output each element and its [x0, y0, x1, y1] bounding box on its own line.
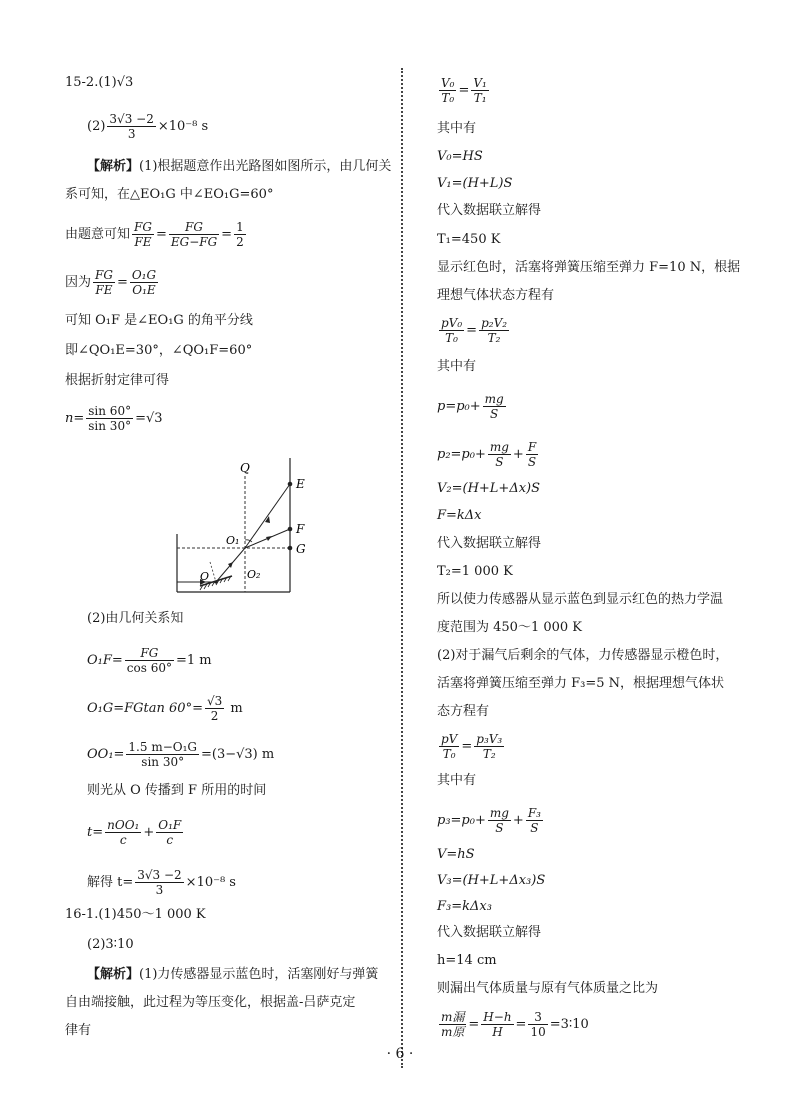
light-path-figure [170, 458, 350, 598]
equation-line: V₀=HS [437, 149, 483, 164]
text-line: 代入数据联立解得 [437, 536, 542, 551]
equation-line: h=14 cm [437, 953, 497, 968]
label-O2: O₂ [247, 568, 261, 581]
ideal-gas-equation: $\frac{\text{pV₀}}{\text{T₀}}$ = $\frac{\text{p₂V₂}}{\text{T₂}}$ [441, 316, 508, 345]
leak-gas-equation: $\frac{pV}{\text{T₀}}$ = $\frac{\text{p₃V₃}}{\text{T₂}}$ [441, 732, 503, 761]
text-line: 活塞将弹簧压缩至弹力 F₃=5 N，根据理想气体状 [437, 676, 725, 691]
equation-line: V₁=(H+L)S [437, 176, 513, 191]
label-F: F [296, 522, 305, 536]
refraction-index-equation: n= $\frac{\sin 60^\circ}{\sin 30^\circ}$ =√3 [65, 404, 163, 433]
equation-line: V₂=(H+L+Δx)S [437, 481, 541, 496]
pressure-equation: p=p₀+ $\frac{mg}{S}$ [437, 392, 504, 421]
label-O1: O₁ [226, 534, 240, 547]
text-line: 所以使力传感器从显示蓝色到显示红色的热力学温 [437, 592, 724, 607]
point-G [288, 546, 293, 551]
pressure2-equation: p₂=p₀+ $\frac{mg}{S}$ + $\frac{F}{S}$ [437, 440, 537, 469]
geometry-relation-line: (2)由几何关系知 [87, 611, 184, 626]
text-line: 度范围为 450～1 000 K [437, 620, 583, 635]
time-equation: t= $\frac{\text{nOO₁}}{c}$ + $\frac{\text{O₁F}}{c}$ [87, 818, 182, 847]
q16-analysis-line-3: 律有 [65, 1023, 92, 1038]
q16-analysis-line-2: 自由端接触，此过程为等压变化，根据盖-吕萨克定 [65, 995, 356, 1010]
text-line: 其中有 [437, 121, 477, 136]
text-line: (2)对于漏气后剩余的气体，力传感器显示橙色时， [437, 648, 729, 663]
point-E [288, 482, 293, 487]
page-number: · 6 · [386, 1046, 414, 1062]
text-line: 代入数据联立解得 [437, 203, 542, 218]
analysis-label: 【解析】 [87, 159, 140, 174]
equation-line: F=kΔx [437, 508, 482, 523]
o1g-equation: O₁G=FGtan 60°= $\frac{√3}{2}$ m [87, 694, 243, 723]
bisector-line: 可知 O₁F 是∠EO₁G 的角平分线 [65, 313, 253, 328]
column-divider [401, 68, 403, 1068]
q16-analysis-line-1: 【解析】(1)力传感器显示蓝色时，活塞刚好与弹簧 [87, 967, 379, 982]
refraction-law-line: 根据折射定律可得 [65, 373, 170, 388]
text-line: 代入数据联立解得 [437, 925, 542, 940]
equation-line: V=hS [437, 847, 475, 862]
time-solution: 解得 t= $\frac{3√3 -2}{3}$ ×10⁻⁸ s [87, 868, 236, 897]
equation-line: T₂=1 000 K [437, 564, 513, 579]
ratio-equation: 由题意可知 $\frac{FG}{FE}$ = $\frac{FG}{EG-FG}$ = $\frac{1}{2}$ [65, 220, 244, 249]
text-line: 态方程有 [437, 704, 490, 719]
label-G: G [296, 542, 306, 556]
o1f-equation: O₁F= $\frac{FG}{\cos 60^\circ}$ =1 m [87, 646, 212, 675]
label-O: O [200, 570, 210, 583]
arrow-head [266, 536, 272, 541]
mass-ratio-equation: $\frac{\text{m漏}}{\text{m原}}$ = $\frac{H-h}{H}$ = $\frac{3}{10}$ =3∶10 [441, 1010, 589, 1039]
arrow-head [265, 516, 270, 523]
label-Q: Q [240, 461, 250, 475]
q16-heading: 16-1.(1)450～1 000 K [65, 907, 206, 922]
because-equation: 因为 $\frac{FG}{FE}$ = $\frac{\text{O₁G}}{\text{O₁E}}$ [65, 268, 157, 297]
gay-lussac-equation: $\frac{\text{V₀}}{\text{T₀}}$ = $\frac{\text{V₁}}{\text{T₁}}$ [441, 76, 487, 105]
analysis-line-2: 系可知，在△EO₁G 中∠EO₁G=60° [65, 187, 274, 202]
equation-line: F₃=kΔx₃ [437, 899, 492, 914]
label-E: E [296, 477, 305, 491]
text-line: 则漏出气体质量与原有气体质量之比为 [437, 981, 659, 996]
text-line: 显示红色时，活塞将弹簧压缩至弹力 F=10 N，根据 [437, 260, 741, 275]
oo1-equation: OO₁= $\frac{\text{1.5 m−O₁G}}{\sin 30^\circ}$ =(3−√3) m [87, 740, 275, 769]
point-O [214, 580, 217, 583]
q16-answer-2: (2)3∶10 [87, 937, 134, 952]
point-F [288, 527, 293, 532]
text-line: 其中有 [437, 773, 477, 788]
fraction: $\frac{3√3 -2}{3}$ [109, 112, 154, 141]
equation-line: V₃=(H+L+Δx₃)S [437, 873, 546, 888]
text-line: 理想气体状态方程有 [437, 288, 555, 303]
time-line: 则光从 O 传播到 F 所用的时间 [87, 783, 267, 798]
pressure3-equation: p₃=p₀+ $\frac{mg}{S}$ + $\frac{\text{F₃}}{S}$ [437, 806, 541, 835]
analysis-label: 【解析】 [87, 967, 140, 982]
equation-line: T₁=450 K [437, 232, 501, 247]
mirror-normal [210, 562, 216, 582]
q15-heading: 15-2.(1)√3 [65, 75, 134, 90]
analysis-line-1: 【解析】(1)根据题意作出光路图如图所示，由几何关 [87, 159, 392, 174]
angles-line: 即∠QO₁E=30°，∠QO₁F=60° [65, 343, 253, 358]
text-line: 其中有 [437, 359, 477, 374]
q15-answer-2: (2) $\frac{3√3 -2}{3}$ ×10⁻⁸ s [87, 112, 209, 141]
